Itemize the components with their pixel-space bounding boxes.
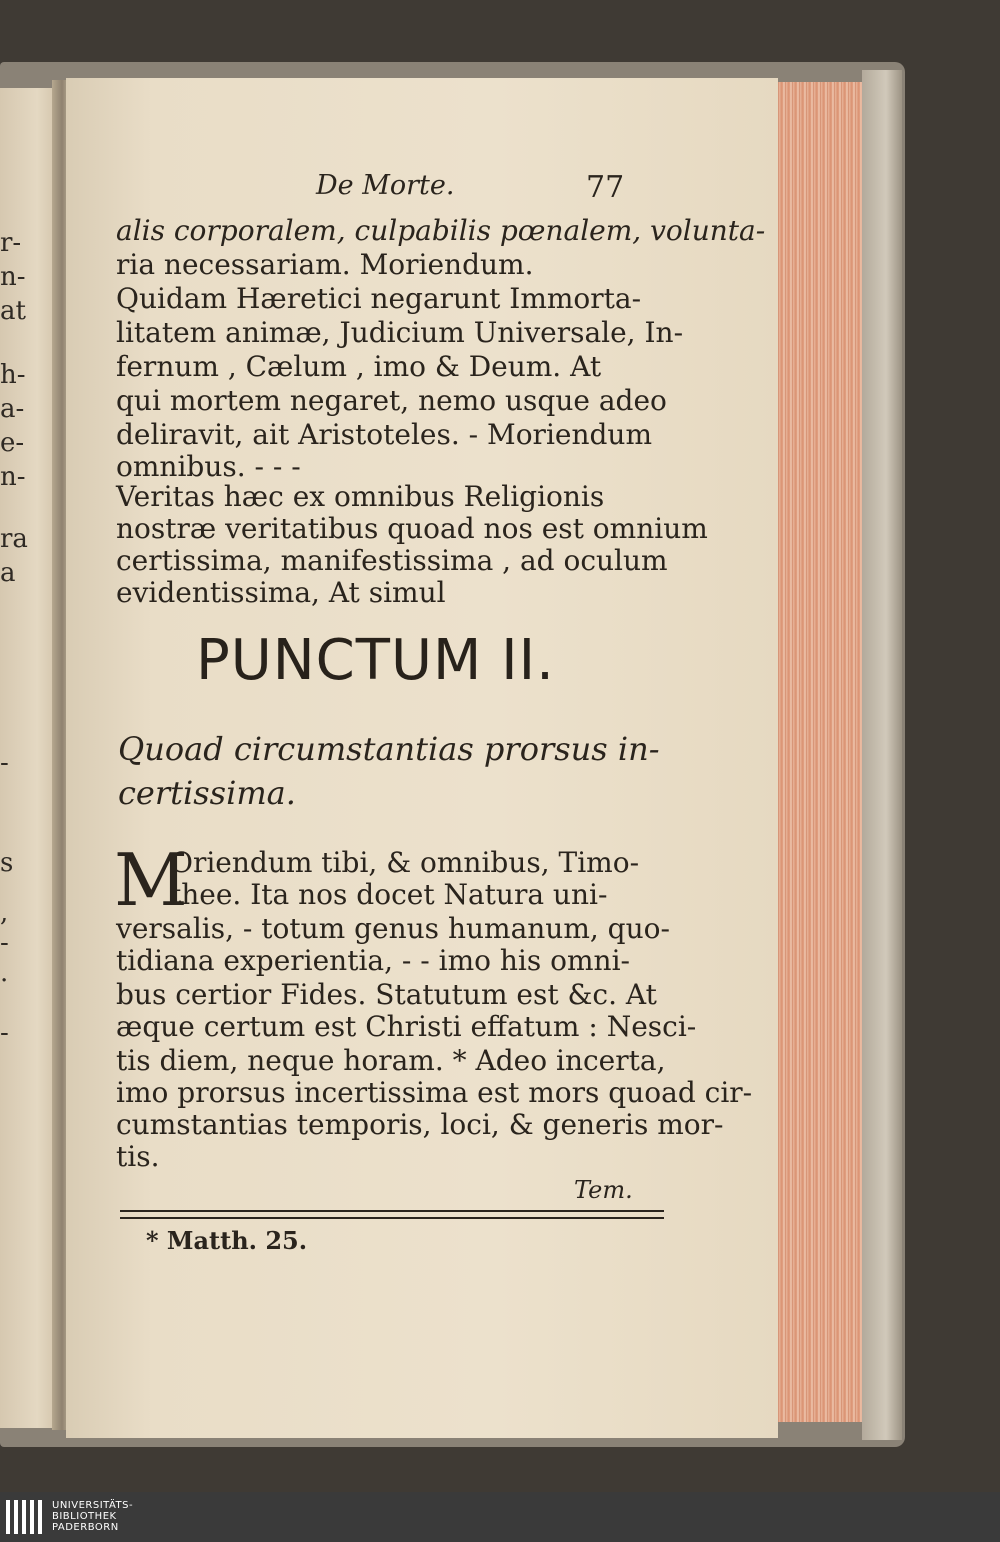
text-line: Veritas hæc ex omnibus Religionis <box>116 480 605 513</box>
text-line: Oriendum tibi, & omnibus, Timo- <box>170 846 640 879</box>
text-line: versalis, - totum genus humanum, quo- <box>116 912 670 945</box>
text-line: omnibus. - - - <box>116 450 301 483</box>
drop-capital: M <box>114 838 188 922</box>
left-fragment: a <box>0 558 16 588</box>
left-fragment: . <box>0 958 9 988</box>
text-line: certissima, manifestissima , ad oculum <box>116 544 668 577</box>
library-logo-icon <box>6 1500 44 1534</box>
library-footer <box>0 1492 1000 1542</box>
left-fragment: n- <box>0 462 26 492</box>
footnote-rule <box>120 1210 664 1219</box>
page-number: 77 <box>586 170 625 205</box>
library-name-line: UNIVERSITÄTS- <box>52 1500 134 1511</box>
text-line: imo prorsus incertissima est mors quoad cir- <box>116 1076 753 1109</box>
page-fore-edge <box>772 82 872 1422</box>
text-line: tis diem, neque horam. * Adeo incerta, <box>116 1044 666 1077</box>
text-line: qui mortem negaret, nemo usque adeo <box>116 384 667 417</box>
left-fragment: - <box>0 928 9 958</box>
left-fragment: - <box>0 748 9 778</box>
left-fragment: r- <box>0 228 22 258</box>
catchword: Tem. <box>574 1176 633 1204</box>
text-line: bus certior Fides. Statutum est &c. At <box>116 978 657 1011</box>
library-name-line: BIBLIOTHEK <box>52 1511 117 1522</box>
cover-edge <box>862 70 902 1440</box>
text-line: Quidam Hæretici negarunt Immorta- <box>116 282 642 315</box>
left-fragment: n- <box>0 262 26 292</box>
section-heading: PUNCTUM II. <box>196 628 555 693</box>
library-name <box>52 1500 133 1533</box>
text-line: evidentissima, At simul <box>116 576 446 609</box>
left-fragment: a- <box>0 394 25 424</box>
subheading: Quoad circumstantias prorsus in- <box>118 730 660 768</box>
text-line: ria necessariam. Moriendum. <box>116 248 534 281</box>
text-line: tis. <box>116 1140 160 1173</box>
text-line: thee. Ita nos docet Natura uni- <box>170 878 608 911</box>
text-line: litatem animæ, Judicium Universale, In- <box>116 316 684 349</box>
running-head: De Morte. <box>316 170 455 201</box>
text-line: nostræ veritatibus quoad nos est omnium <box>116 512 708 545</box>
text-line: alis corporalem, culpabilis pœnalem, volunta- <box>116 214 766 247</box>
left-fragment: s <box>0 848 14 878</box>
text-line: tidiana experientia, - - imo his omni- <box>116 944 631 977</box>
text-line: deliravit, ait Aristoteles. - Moriendum <box>116 418 653 451</box>
text-line: fernum , Cælum , imo & Deum. At <box>116 350 602 383</box>
text-line: cumstantias temporis, loci, & generis mor- <box>116 1108 724 1141</box>
left-fragment: at <box>0 296 26 326</box>
left-fragment: h- <box>0 360 26 390</box>
left-fragment: e- <box>0 428 25 458</box>
library-name-line: PADERBORN <box>52 1522 119 1533</box>
left-fragment: - <box>0 1018 9 1048</box>
left-fragment: , <box>0 898 9 928</box>
left-fragment: ra <box>0 524 28 554</box>
subheading: certissima. <box>118 774 296 812</box>
footnote: * Matth. 25. <box>146 1226 308 1255</box>
text-line: æque certum est Christi effatum : Nesci- <box>116 1010 697 1043</box>
